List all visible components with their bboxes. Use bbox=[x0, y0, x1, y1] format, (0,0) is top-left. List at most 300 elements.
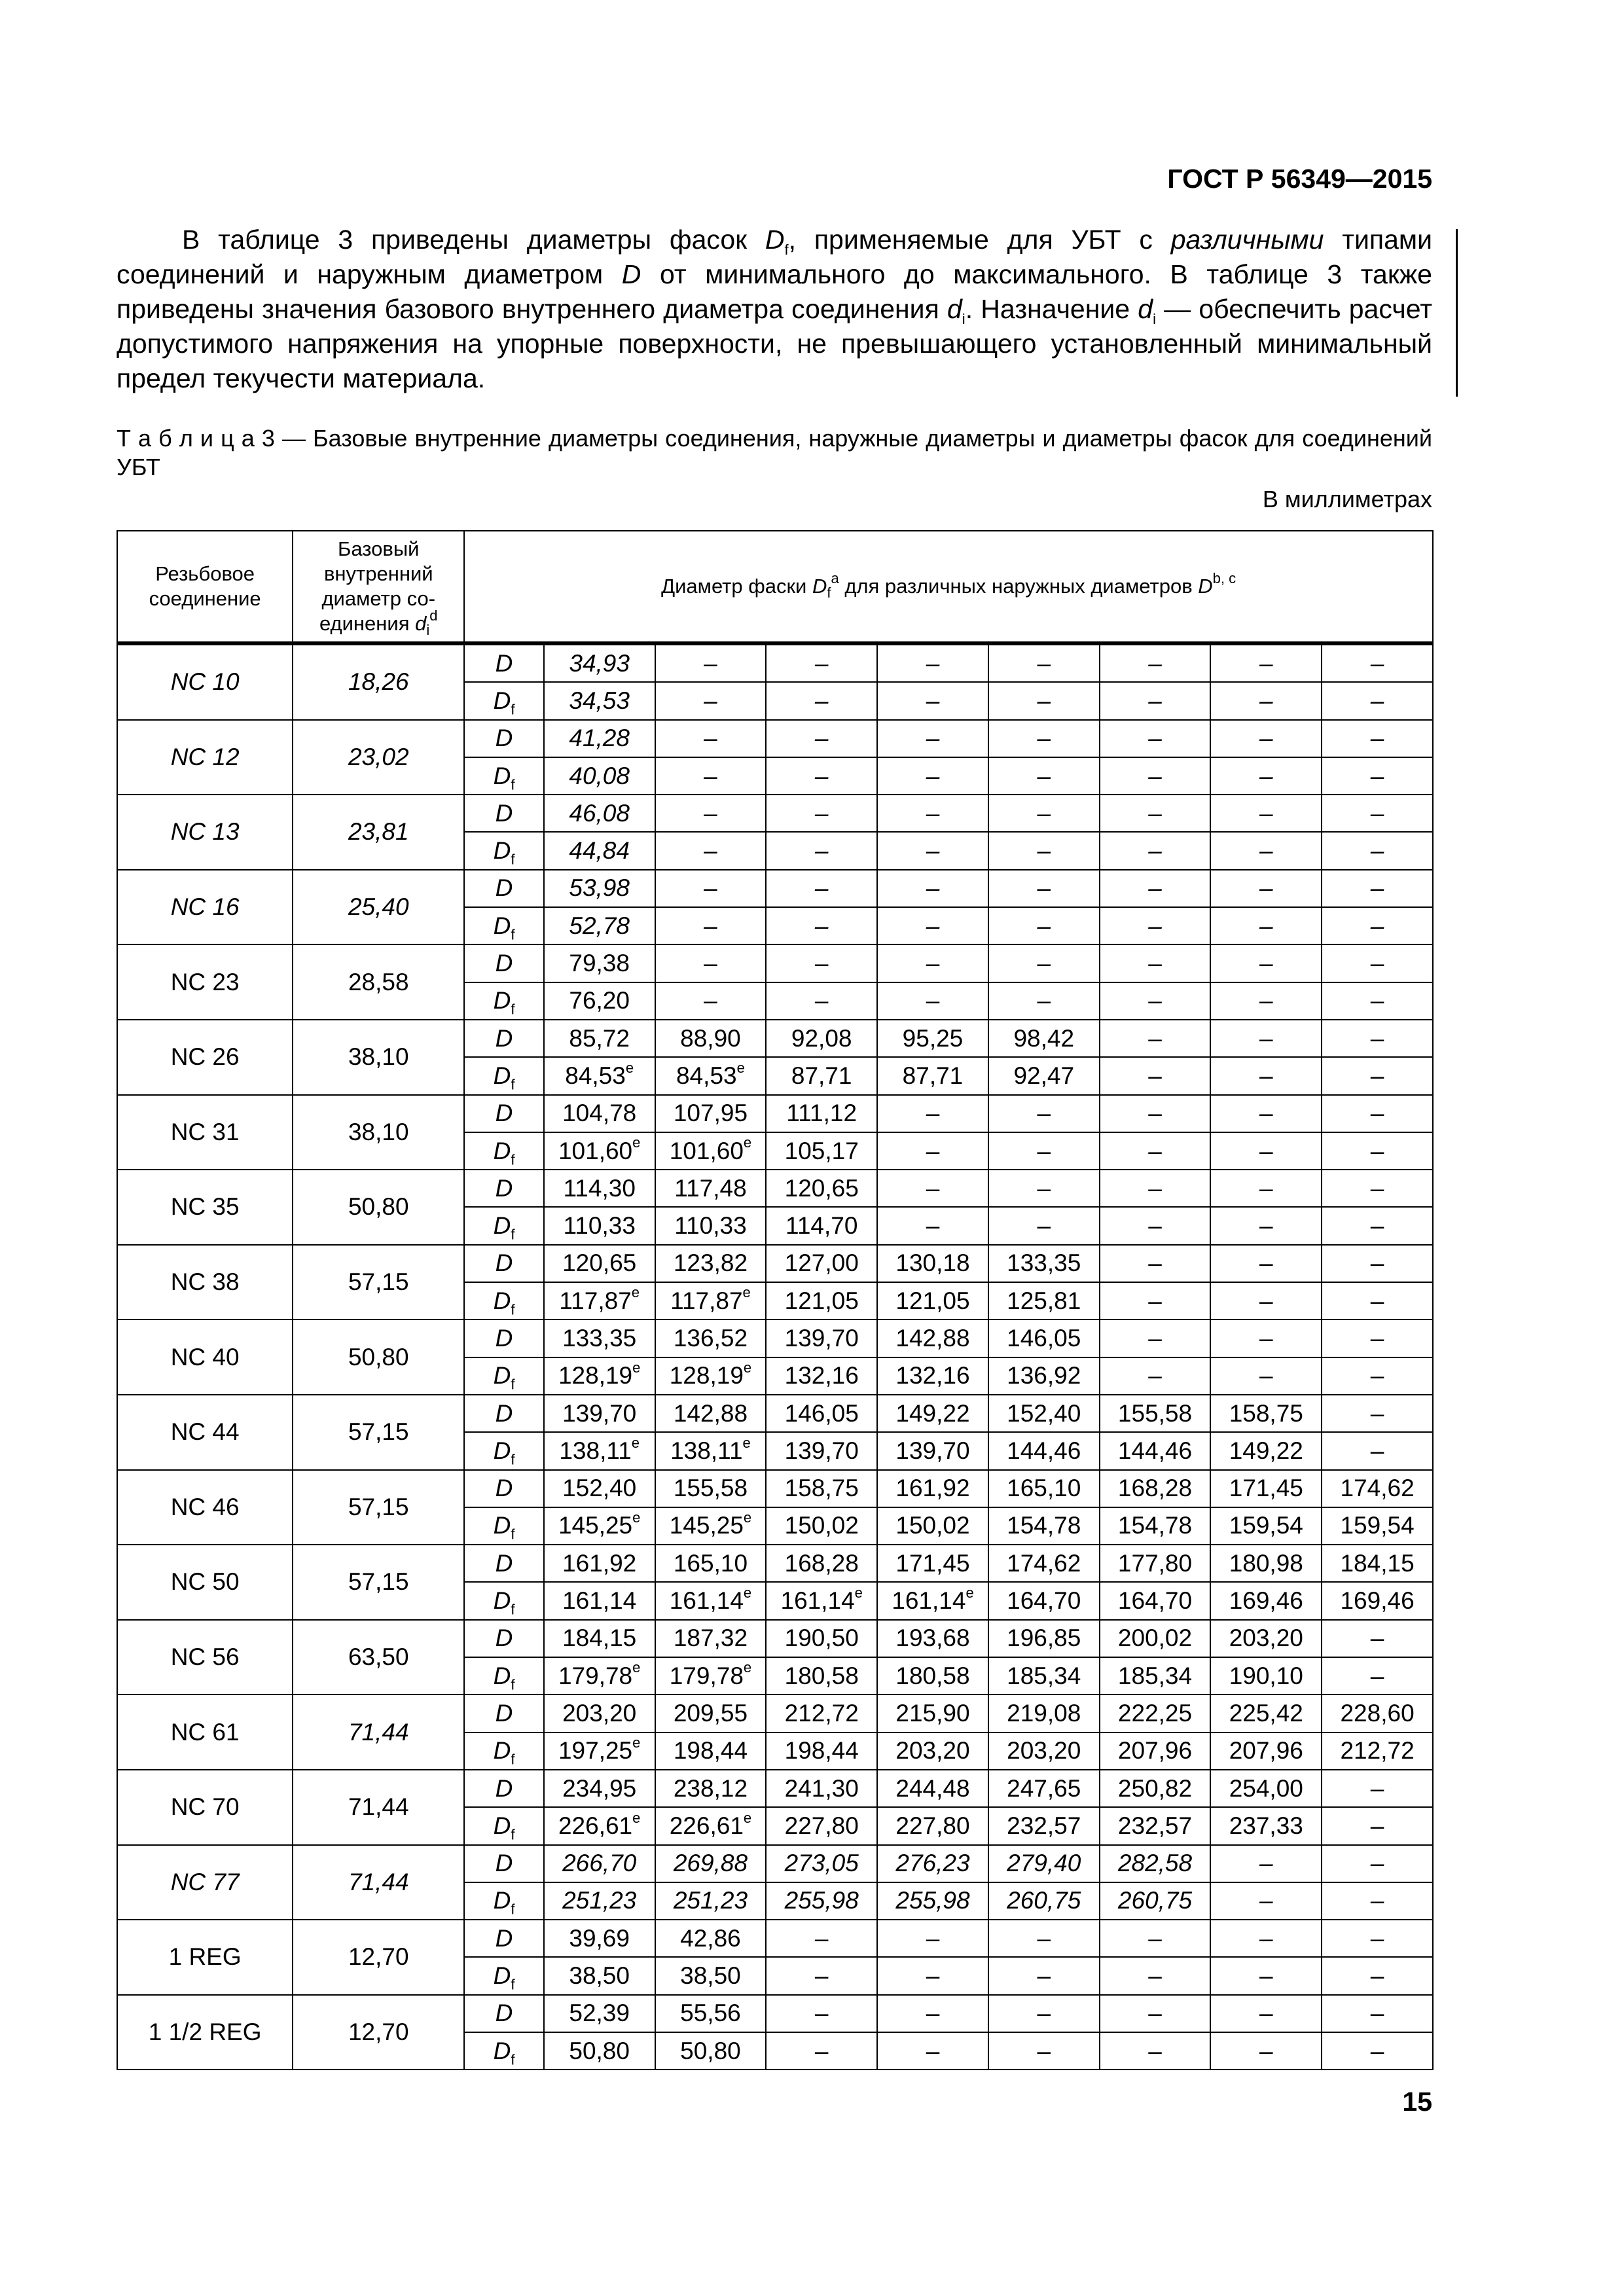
outer-diameter-cell: 139,70 bbox=[544, 1395, 655, 1432]
chamfer-diameter-cell: 144,46 bbox=[1100, 1432, 1211, 1469]
label-d: D bbox=[464, 1695, 544, 1732]
outer-diameter-cell: – bbox=[1322, 1319, 1433, 1357]
chamfer-diameter-cell: – bbox=[1322, 1282, 1433, 1319]
outer-diameter-cell: 174,62 bbox=[1322, 1470, 1433, 1507]
chamfer-diameter-cell: 38,50 bbox=[655, 1957, 767, 1994]
chamfer-diameter-cell: 237,33 bbox=[1210, 1807, 1322, 1844]
label-d: D bbox=[464, 1470, 544, 1507]
label-df: $D_f$ bbox=[464, 1882, 544, 1920]
chamfer-diameter-cell: 207,96 bbox=[1210, 1732, 1322, 1770]
footnote-mark: e bbox=[742, 1284, 751, 1301]
outer-diameter-cell: – bbox=[1210, 1995, 1322, 2032]
table-row-d bbox=[117, 1020, 1433, 1057]
chamfer-diameter-cell: – bbox=[877, 2032, 988, 2070]
label-d: D bbox=[464, 1095, 544, 1132]
chamfer-diameter-cell: – bbox=[1100, 832, 1211, 869]
outer-diameter-cell: 165,10 bbox=[655, 1545, 767, 1582]
chamfer-diameter-cell: – bbox=[1322, 757, 1433, 795]
outer-diameter-cell: 79,38 bbox=[544, 944, 655, 982]
table-row-d bbox=[117, 1170, 1433, 1207]
table-row-d bbox=[117, 1319, 1433, 1357]
outer-diameter-cell: 152,40 bbox=[544, 1470, 655, 1507]
chamfer-diameter-cell: – bbox=[877, 1957, 988, 1994]
chamfer-diameter-cell: – bbox=[988, 907, 1100, 944]
chamfer-diameter-cell: 150,02 bbox=[877, 1507, 988, 1545]
chamfer-diameter-cell: – bbox=[988, 1957, 1100, 1994]
label-df: $D_f$ bbox=[464, 1057, 544, 1094]
chamfer-diameter-cell: 87,71 bbox=[766, 1057, 877, 1094]
document-code: ГОСТ Р 56349—2015 bbox=[1167, 164, 1432, 194]
chamfer-diameter-cell: 161,14 bbox=[544, 1582, 655, 1619]
label-df: $D_f$ bbox=[464, 757, 544, 795]
chamfer-diameter-cell: 128,19e bbox=[655, 1357, 767, 1395]
table-row-d bbox=[117, 1995, 1433, 2032]
chamfer-diameter-cell: – bbox=[1210, 1132, 1322, 1170]
header-inner-diameter: Базовый внутренний диаметр со-единения $d_i^d$ bbox=[293, 531, 464, 643]
outer-diameter-cell: 158,75 bbox=[1210, 1395, 1322, 1432]
outer-diameter-cell: – bbox=[1100, 643, 1211, 682]
outer-diameter-cell: 136,52 bbox=[655, 1319, 767, 1357]
outer-diameter-cell: 219,08 bbox=[988, 1695, 1100, 1732]
connection-cell: NC 10 bbox=[117, 643, 293, 720]
outer-diameter-cell: – bbox=[877, 643, 988, 682]
chamfer-diameter-cell: 110,33 bbox=[655, 1207, 767, 1244]
label-df: $D_f$ bbox=[464, 832, 544, 869]
chamfer-diameter-cell: – bbox=[988, 2032, 1100, 2070]
outer-diameter-cell: – bbox=[1322, 870, 1433, 907]
footnote-mark: e bbox=[743, 1509, 752, 1526]
chamfer-diameter-cell: – bbox=[877, 1207, 988, 1244]
chamfer-diameter-cell: – bbox=[877, 682, 988, 719]
outer-diameter-cell: – bbox=[988, 870, 1100, 907]
outer-diameter-cell: – bbox=[1100, 1020, 1211, 1057]
chamfer-diameter-cell: – bbox=[1100, 982, 1211, 1020]
chamfer-diameter-cell: – bbox=[877, 1132, 988, 1170]
outer-diameter-cell: – bbox=[766, 1995, 877, 2032]
outer-diameter-cell: 168,28 bbox=[766, 1545, 877, 1582]
outer-diameter-cell: 130,18 bbox=[877, 1245, 988, 1282]
label-d: D bbox=[464, 1845, 544, 1882]
table-row-d bbox=[117, 1395, 1433, 1432]
outer-diameter-cell: – bbox=[1322, 1170, 1433, 1207]
chamfer-diameter-cell: – bbox=[1100, 907, 1211, 944]
chamfer-diameter-cell: – bbox=[1100, 2032, 1211, 2070]
chamfer-diameter-cell: 227,80 bbox=[766, 1807, 877, 1844]
outer-diameter-cell: 238,12 bbox=[655, 1770, 767, 1807]
chamfer-diameter-cell: 121,05 bbox=[877, 1282, 988, 1319]
footnote-mark: e bbox=[632, 1659, 641, 1676]
inner-diameter-cell: 50,80 bbox=[293, 1170, 464, 1245]
outer-diameter-cell: – bbox=[988, 795, 1100, 832]
connection-cell: NC 61 bbox=[117, 1695, 293, 1770]
chamfer-diameter-cell: – bbox=[766, 682, 877, 719]
chamfer-diameter-cell: – bbox=[1322, 1657, 1433, 1695]
footnote-mark: e bbox=[632, 1734, 641, 1751]
chamfer-diameter-cell: 150,02 bbox=[766, 1507, 877, 1545]
footnote-mark: e bbox=[736, 1059, 745, 1076]
chamfer-diameter-cell: – bbox=[655, 682, 767, 719]
table-row-d bbox=[117, 1845, 1433, 1882]
outer-diameter-cell: 133,35 bbox=[988, 1245, 1100, 1282]
outer-diameter-cell: – bbox=[766, 1920, 877, 1957]
chamfer-diameter-cell: 84,53e bbox=[544, 1057, 655, 1094]
chamfer-diameter-cell: 232,57 bbox=[1100, 1807, 1211, 1844]
chamfer-diameter-cell: 161,14e bbox=[766, 1582, 877, 1619]
chamfer-diameter-cell: 132,16 bbox=[877, 1357, 988, 1395]
chamfer-diameter-cell: – bbox=[766, 907, 877, 944]
outer-diameter-cell: – bbox=[1100, 1319, 1211, 1357]
outer-diameter-cell: 120,65 bbox=[766, 1170, 877, 1207]
table-header-row bbox=[117, 531, 1433, 643]
chamfer-diameter-cell: – bbox=[1322, 832, 1433, 869]
inner-diameter-cell: 57,15 bbox=[293, 1245, 464, 1320]
outer-diameter-cell: 196,85 bbox=[988, 1620, 1100, 1657]
label-d: D bbox=[464, 643, 544, 682]
outer-diameter-cell: – bbox=[1100, 1920, 1211, 1957]
outer-diameter-cell: 187,32 bbox=[655, 1620, 767, 1657]
chamfer-diameter-cell: – bbox=[655, 832, 767, 869]
chamfer-diameter-cell: 149,22 bbox=[1210, 1432, 1322, 1469]
inner-diameter-cell: 57,15 bbox=[293, 1470, 464, 1545]
chamfer-diameter-cell: 255,98 bbox=[877, 1882, 988, 1920]
table-row-d bbox=[117, 944, 1433, 982]
chamfer-diameter-cell: 190,10 bbox=[1210, 1657, 1322, 1695]
outer-diameter-cell: 165,10 bbox=[988, 1470, 1100, 1507]
outer-diameter-cell: – bbox=[1322, 1770, 1433, 1807]
chamfer-diameter-cell: 138,11e bbox=[655, 1432, 767, 1469]
chamfer-diameter-cell: – bbox=[1322, 1057, 1433, 1094]
outer-diameter-cell: – bbox=[1210, 720, 1322, 757]
chamfer-diameter-cell: 212,72 bbox=[1322, 1732, 1433, 1770]
connection-cell: NC 56 bbox=[117, 1620, 293, 1695]
chamfer-diameter-cell: 132,16 bbox=[766, 1357, 877, 1395]
inner-diameter-cell: 28,58 bbox=[293, 944, 464, 1020]
chamfer-diameter-cell: 139,70 bbox=[766, 1432, 877, 1469]
table-row-d bbox=[117, 720, 1433, 757]
footnote-mark: e bbox=[743, 1584, 752, 1601]
label-df: $D_f$ bbox=[464, 1357, 544, 1395]
page-number: 15 bbox=[1402, 2087, 1432, 2117]
outer-diameter-cell: 266,70 bbox=[544, 1845, 655, 1882]
connection-cell: NC 38 bbox=[117, 1245, 293, 1320]
outer-diameter-cell: 203,20 bbox=[1210, 1620, 1322, 1657]
outer-diameter-cell: 171,45 bbox=[877, 1545, 988, 1582]
chamfer-diameter-cell: – bbox=[1100, 1282, 1211, 1319]
inner-diameter-cell: 38,10 bbox=[293, 1095, 464, 1170]
chamfer-diameter-cell: 255,98 bbox=[766, 1882, 877, 1920]
outer-diameter-cell: – bbox=[1210, 1319, 1322, 1357]
outer-diameter-cell: 117,48 bbox=[655, 1170, 767, 1207]
footnote-mark: e bbox=[743, 1134, 752, 1151]
footnote-mark: e bbox=[631, 1284, 640, 1301]
inner-diameter-cell: 38,10 bbox=[293, 1020, 464, 1095]
outer-diameter-cell: – bbox=[988, 720, 1100, 757]
chamfer-diameter-cell: 101,60e bbox=[544, 1132, 655, 1170]
label-d: D bbox=[464, 1920, 544, 1957]
chamfer-diameter-cell: – bbox=[1322, 1432, 1433, 1469]
connection-cell: NC 46 bbox=[117, 1470, 293, 1545]
chamfer-diameter-cell: 185,34 bbox=[988, 1657, 1100, 1695]
label-d: D bbox=[464, 944, 544, 982]
inner-diameter-cell: 23,02 bbox=[293, 720, 464, 795]
outer-diameter-cell: – bbox=[766, 944, 877, 982]
outer-diameter-cell: – bbox=[1100, 1095, 1211, 1132]
outer-diameter-cell: – bbox=[1210, 1095, 1322, 1132]
chamfer-diameter-cell: – bbox=[1322, 1882, 1433, 1920]
table-caption: Т а б л и ц а 3 — Базовые внутренние диаметры соединения, наружные диаметры и диаметры фасок для соединений УБТ bbox=[117, 425, 1432, 480]
chamfer-diameter-cell: 260,75 bbox=[988, 1882, 1100, 1920]
chamfer-diameter-cell: 180,58 bbox=[766, 1657, 877, 1695]
outer-diameter-cell: – bbox=[766, 870, 877, 907]
chamfer-diameter-cell: – bbox=[655, 982, 767, 1020]
label-d: D bbox=[464, 1245, 544, 1282]
outer-diameter-cell: 250,82 bbox=[1100, 1770, 1211, 1807]
footnote-mark: e bbox=[632, 1809, 641, 1826]
footnote-mark: e bbox=[632, 1134, 641, 1151]
footnote-mark: e bbox=[632, 1359, 641, 1376]
chamfer-diameter-cell: 76,20 bbox=[544, 982, 655, 1020]
outer-diameter-cell: – bbox=[1100, 870, 1211, 907]
outer-diameter-cell: 155,58 bbox=[1100, 1395, 1211, 1432]
table-row-d bbox=[117, 1095, 1433, 1132]
outer-diameter-cell: 92,08 bbox=[766, 1020, 877, 1057]
chamfer-diameter-cell: – bbox=[1210, 682, 1322, 719]
outer-diameter-cell: 161,92 bbox=[544, 1545, 655, 1582]
chamfer-diameter-cell: – bbox=[877, 832, 988, 869]
chamfer-diameter-cell: – bbox=[766, 982, 877, 1020]
outer-diameter-cell: 149,22 bbox=[877, 1395, 988, 1432]
outer-diameter-cell: 155,58 bbox=[655, 1470, 767, 1507]
chamfer-diameter-cell: 38,50 bbox=[544, 1957, 655, 1994]
chamfer-diameter-cell: – bbox=[655, 757, 767, 795]
inner-diameter-cell: 12,70 bbox=[293, 1995, 464, 2070]
inner-diameter-cell: 57,15 bbox=[293, 1395, 464, 1470]
chamfer-diameter-cell: 179,78e bbox=[544, 1657, 655, 1695]
chamfer-diameter-cell: 169,46 bbox=[1210, 1582, 1322, 1619]
chamfer-diameter-cell: – bbox=[1322, 982, 1433, 1020]
label-df: $D_f$ bbox=[464, 1732, 544, 1770]
chamfer-diameter-cell: – bbox=[1322, 682, 1433, 719]
chamfer-diameter-cell: 197,25e bbox=[544, 1732, 655, 1770]
chamfer-diameter-cell: 207,96 bbox=[1100, 1732, 1211, 1770]
connection-cell: NC 16 bbox=[117, 870, 293, 945]
inner-diameter-cell: 71,44 bbox=[293, 1770, 464, 1845]
chamfer-diameter-cell: 169,46 bbox=[1322, 1582, 1433, 1619]
chamfer-diameter-cell: 251,23 bbox=[655, 1882, 767, 1920]
chamfer-diameter-cell: 110,33 bbox=[544, 1207, 655, 1244]
label-d: D bbox=[464, 1395, 544, 1432]
chamfer-diameter-cell: 203,20 bbox=[877, 1732, 988, 1770]
chamfer-diameter-cell: – bbox=[1210, 757, 1322, 795]
connection-cell: NC 13 bbox=[117, 795, 293, 870]
outer-diameter-cell: 228,60 bbox=[1322, 1695, 1433, 1732]
chamfer-diameter-cell: – bbox=[1210, 1357, 1322, 1395]
outer-diameter-cell: – bbox=[1100, 720, 1211, 757]
chamfer-diameter-cell: – bbox=[1210, 832, 1322, 869]
outer-diameter-cell: – bbox=[877, 1920, 988, 1957]
chamfer-diameter-cell: – bbox=[988, 757, 1100, 795]
label-d: D bbox=[464, 1545, 544, 1582]
chamfer-diameter-cell: 161,14e bbox=[655, 1582, 767, 1619]
header-connection: Резьбовое соединение bbox=[117, 531, 293, 643]
outer-diameter-cell: – bbox=[1210, 1170, 1322, 1207]
chamfer-diameter-cell: – bbox=[766, 2032, 877, 2070]
outer-diameter-cell: – bbox=[766, 643, 877, 682]
inner-diameter-cell: 23,81 bbox=[293, 795, 464, 870]
outer-diameter-cell: – bbox=[1210, 1020, 1322, 1057]
label-df: $D_f$ bbox=[464, 982, 544, 1020]
chamfer-diameter-cell: 185,34 bbox=[1100, 1657, 1211, 1695]
chamfer-diameter-cell: 179,78e bbox=[655, 1657, 767, 1695]
outer-diameter-cell: – bbox=[877, 870, 988, 907]
outer-diameter-cell: – bbox=[988, 1995, 1100, 2032]
outer-diameter-cell: – bbox=[1322, 1620, 1433, 1657]
label-df: $D_f$ bbox=[464, 2032, 544, 2070]
footnote-mark: e bbox=[743, 1359, 752, 1376]
outer-diameter-cell: – bbox=[1210, 795, 1322, 832]
table-row-d bbox=[117, 1245, 1433, 1282]
footnote-mark: e bbox=[742, 1434, 751, 1451]
chamfer-diameter-cell: – bbox=[1210, 1882, 1322, 1920]
outer-diameter-cell: 142,88 bbox=[877, 1319, 988, 1357]
inner-diameter-cell: 57,15 bbox=[293, 1545, 464, 1620]
units-note: В миллиметрах bbox=[1262, 486, 1432, 512]
chamfer-diameter-cell: – bbox=[655, 907, 767, 944]
outer-diameter-cell: 225,42 bbox=[1210, 1695, 1322, 1732]
outer-diameter-cell: – bbox=[1210, 1920, 1322, 1957]
label-d: D bbox=[464, 795, 544, 832]
chamfer-diameter-cell: – bbox=[1210, 1282, 1322, 1319]
outer-diameter-cell: 104,78 bbox=[544, 1095, 655, 1132]
chamfer-diameter-cell: – bbox=[766, 757, 877, 795]
chamfer-diameter-cell: 136,92 bbox=[988, 1357, 1100, 1395]
chamfer-diameter-cell: – bbox=[1100, 1957, 1211, 1994]
outer-diameter-cell: – bbox=[877, 944, 988, 982]
label-df: $D_f$ bbox=[464, 907, 544, 944]
outer-diameter-cell: – bbox=[1100, 1995, 1211, 2032]
chamfer-diameter-cell: – bbox=[1322, 907, 1433, 944]
outer-diameter-cell: 222,25 bbox=[1100, 1695, 1211, 1732]
chamfer-diameter-cell: 227,80 bbox=[877, 1807, 988, 1844]
outer-diameter-cell: – bbox=[1210, 944, 1322, 982]
outer-diameter-cell: 139,70 bbox=[766, 1319, 877, 1357]
label-df: $D_f$ bbox=[464, 1132, 544, 1170]
label-df: $D_f$ bbox=[464, 1507, 544, 1545]
outer-diameter-cell: 152,40 bbox=[988, 1395, 1100, 1432]
connection-cell: NC 12 bbox=[117, 720, 293, 795]
chamfer-diameter-cell: – bbox=[1100, 1207, 1211, 1244]
outer-diameter-cell: – bbox=[1322, 1095, 1433, 1132]
outer-diameter-cell: 200,02 bbox=[1100, 1620, 1211, 1657]
chamfer-diameter-cell: – bbox=[988, 832, 1100, 869]
chamfer-diameter-cell: 117,87e bbox=[544, 1282, 655, 1319]
outer-diameter-cell: – bbox=[1100, 1245, 1211, 1282]
label-df: $D_f$ bbox=[464, 1957, 544, 1994]
chamfer-diameter-cell: – bbox=[988, 982, 1100, 1020]
chamfer-diameter-cell: 50,80 bbox=[655, 2032, 767, 2070]
chamfer-diameter-cell: – bbox=[877, 757, 988, 795]
chamfer-diameter-cell: 117,87e bbox=[655, 1282, 767, 1319]
outer-diameter-cell: 203,20 bbox=[544, 1695, 655, 1732]
table-row-d bbox=[117, 1770, 1433, 1807]
outer-diameter-cell: – bbox=[877, 795, 988, 832]
outer-diameter-cell: 247,65 bbox=[988, 1770, 1100, 1807]
footnote-mark: e bbox=[965, 1584, 974, 1601]
outer-diameter-cell: – bbox=[655, 795, 767, 832]
connection-cell: NC 23 bbox=[117, 944, 293, 1020]
outer-diameter-cell: 190,50 bbox=[766, 1620, 877, 1657]
outer-diameter-cell: – bbox=[1322, 643, 1433, 682]
chamfer-diameter-cell: 159,54 bbox=[1322, 1507, 1433, 1545]
chamfer-diameter-cell: – bbox=[1322, 1957, 1433, 1994]
chamfer-diameter-cell: 159,54 bbox=[1210, 1507, 1322, 1545]
connection-cell: NC 70 bbox=[117, 1770, 293, 1845]
chamfer-diameter-cell: 154,78 bbox=[988, 1507, 1100, 1545]
label-d: D bbox=[464, 1620, 544, 1657]
outer-diameter-cell: – bbox=[655, 870, 767, 907]
chamfer-diameter-cell: – bbox=[1210, 1057, 1322, 1094]
outer-diameter-cell: 98,42 bbox=[988, 1020, 1100, 1057]
outer-diameter-cell: – bbox=[1210, 870, 1322, 907]
outer-diameter-cell: – bbox=[877, 1170, 988, 1207]
chamfer-diameter-cell: – bbox=[1100, 682, 1211, 719]
connection-cell: NC 31 bbox=[117, 1095, 293, 1170]
chamfer-diameter-cell: 34,53 bbox=[544, 682, 655, 719]
connection-cell: NC 50 bbox=[117, 1545, 293, 1620]
chamfer-diameter-cell: – bbox=[1100, 757, 1211, 795]
chamfer-diameter-cell: 180,58 bbox=[877, 1657, 988, 1695]
outer-diameter-cell: 171,45 bbox=[1210, 1470, 1322, 1507]
label-df: $D_f$ bbox=[464, 1282, 544, 1319]
chamfer-diameter-cell: – bbox=[1322, 2032, 1433, 2070]
outer-diameter-cell: 282,58 bbox=[1100, 1845, 1211, 1882]
outer-diameter-cell: 52,39 bbox=[544, 1995, 655, 2032]
chamfer-diameter-cell: – bbox=[988, 1132, 1100, 1170]
label-df: $D_f$ bbox=[464, 1657, 544, 1695]
chamfer-diameter-cell: 226,61e bbox=[655, 1807, 767, 1844]
outer-diameter-cell: 241,30 bbox=[766, 1770, 877, 1807]
outer-diameter-cell: – bbox=[988, 1095, 1100, 1132]
table-row-d bbox=[117, 1545, 1433, 1582]
connection-cell: NC 26 bbox=[117, 1020, 293, 1095]
outer-diameter-cell: – bbox=[655, 643, 767, 682]
label-d: D bbox=[464, 1995, 544, 2032]
outer-diameter-cell: 55,56 bbox=[655, 1995, 767, 2032]
outer-diameter-cell: – bbox=[988, 1170, 1100, 1207]
outer-diameter-cell: 42,86 bbox=[655, 1920, 767, 1957]
outer-diameter-cell: – bbox=[1322, 1395, 1433, 1432]
header-chamfer-diameter: Диаметр фаски $D_f^a$ для различных наружных диаметров D$^{b, c}$ bbox=[464, 531, 1433, 643]
outer-diameter-cell: 161,92 bbox=[877, 1470, 988, 1507]
outer-diameter-cell: – bbox=[1322, 1995, 1433, 2032]
chamfer-diameter-cell: – bbox=[1322, 1132, 1433, 1170]
chamfer-diameter-cell: 50,80 bbox=[544, 2032, 655, 2070]
label-d: D bbox=[464, 1319, 544, 1357]
connection-cell: NC 35 bbox=[117, 1170, 293, 1245]
outer-diameter-cell: 95,25 bbox=[877, 1020, 988, 1057]
chamfer-diameter-cell: – bbox=[988, 682, 1100, 719]
outer-diameter-cell: 111,12 bbox=[766, 1095, 877, 1132]
chamfer-diameter-cell: 198,44 bbox=[655, 1732, 767, 1770]
chamfer-diameter-cell: 44,84 bbox=[544, 832, 655, 869]
outer-diameter-cell: – bbox=[1322, 1020, 1433, 1057]
outer-diameter-cell: 114,30 bbox=[544, 1170, 655, 1207]
outer-diameter-cell: 193,68 bbox=[877, 1620, 988, 1657]
footnote-mark: e bbox=[625, 1059, 634, 1076]
outer-diameter-cell: – bbox=[1100, 795, 1211, 832]
footnote-mark: e bbox=[743, 1809, 752, 1826]
outer-diameter-cell: 180,98 bbox=[1210, 1545, 1322, 1582]
